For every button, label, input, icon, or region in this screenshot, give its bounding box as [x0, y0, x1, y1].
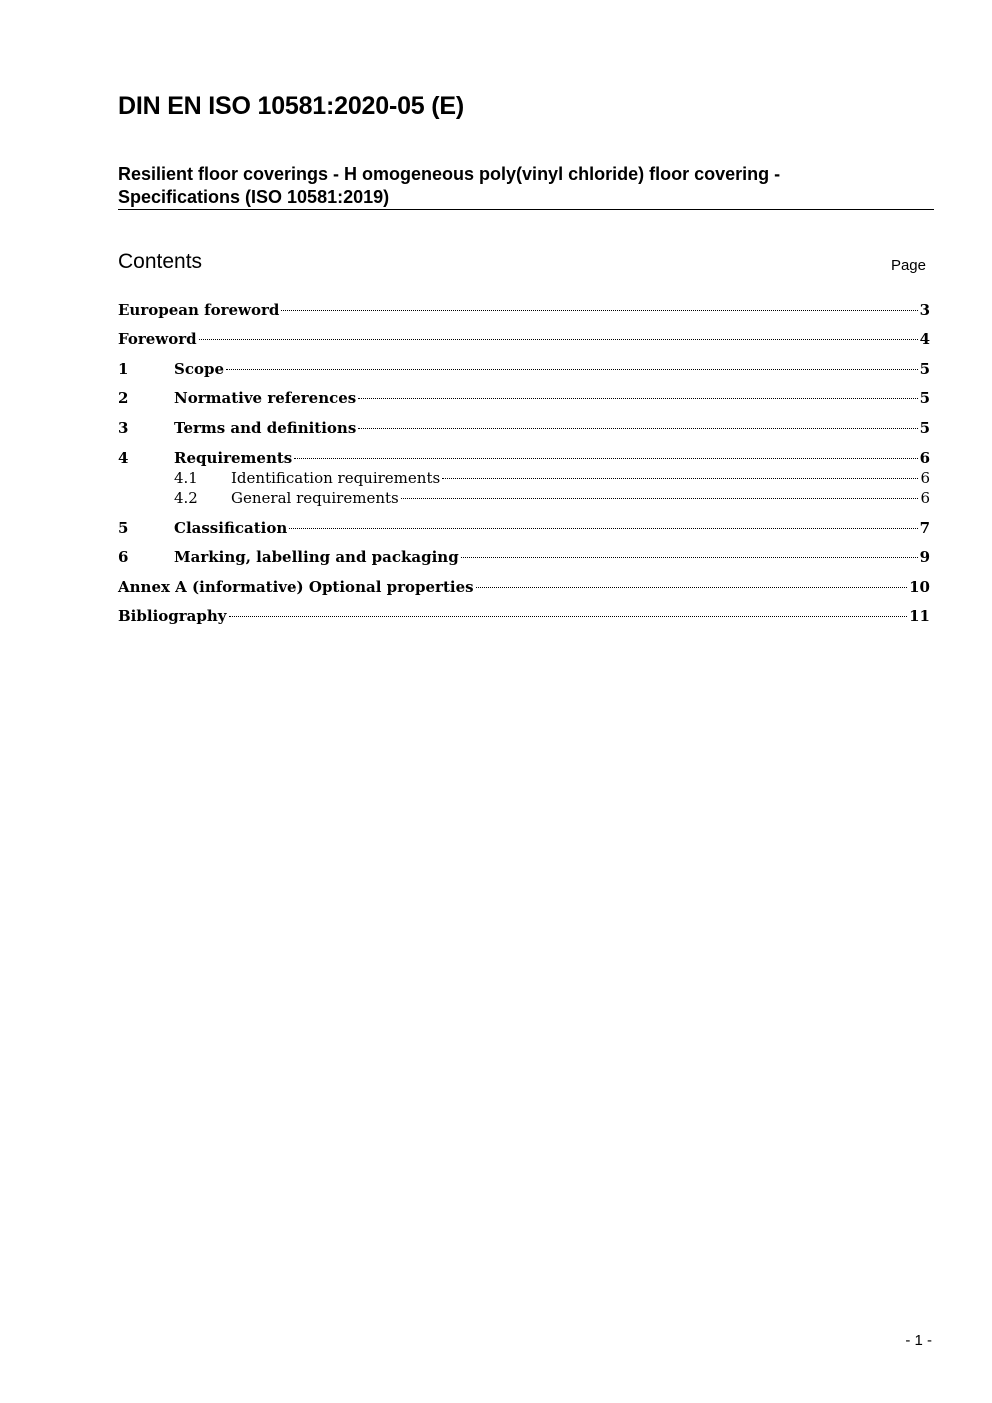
toc-dot-leader [401, 498, 919, 499]
toc-entry-normative-references[interactable] [118, 388, 930, 408]
toc-entry-page: 7 [919, 519, 930, 537]
document-title-line-2: Specifications (ISO 10581:2019) [118, 187, 390, 207]
page-column-label: Page [890, 257, 926, 274]
toc-entry-european-foreword[interactable] [118, 300, 930, 320]
toc-dot-leader [461, 557, 918, 558]
toc-entry-page: 5 [919, 419, 930, 437]
toc-entry-page: 6 [919, 449, 930, 467]
toc-dot-leader [294, 458, 917, 459]
toc-entry-title: General requirements [231, 489, 399, 507]
toc-entry-title: Terms and definitions [174, 419, 357, 437]
toc-entry-number: 1 [118, 360, 129, 378]
toc-entry-number: 4.1 [174, 469, 198, 487]
toc-entry-general-requirements[interactable] [118, 488, 930, 508]
toc-entry-title: Bibliography [118, 607, 227, 625]
toc-entry-title: Annex A (informative) Optional properties [118, 578, 474, 596]
toc-entry-bibliography[interactable] [118, 606, 930, 626]
toc-entry-page: 9 [919, 548, 930, 566]
toc-entry-foreword[interactable] [118, 329, 930, 349]
toc-entry-terms-and-definitions[interactable] [118, 418, 930, 438]
toc-entry-title: Requirements [174, 449, 293, 467]
toc-entry-page: 3 [919, 301, 930, 319]
toc-entry-page: 6 [920, 469, 930, 487]
toc-dot-leader [281, 310, 917, 311]
toc-entry-title: European foreword [118, 301, 280, 319]
toc-entry-title: Marking, labelling and packaging [174, 548, 459, 566]
table-of-contents [118, 298, 930, 626]
title-divider [118, 209, 934, 210]
toc-entry-title: Classification [174, 519, 288, 537]
toc-dot-leader [442, 478, 918, 479]
toc-entry-number: 4.2 [174, 489, 198, 507]
document-title-line-1: Resilient floor coverings - H omogeneous poly(vinyl chloride) floor covering - [118, 164, 781, 184]
toc-dot-leader [229, 616, 908, 617]
toc-dot-leader [289, 528, 917, 529]
toc-entry-page: 11 [909, 607, 930, 625]
toc-entry-page: 10 [909, 578, 930, 596]
toc-entry-title: Normative references [174, 389, 357, 407]
toc-entry-marking-labelling-packaging[interactable] [118, 547, 930, 567]
toc-entry-requirements[interactable] [118, 448, 930, 468]
toc-entry-identification-requirements[interactable] [118, 468, 930, 488]
toc-entry-page: 6 [920, 489, 930, 507]
toc-dot-leader [476, 587, 908, 588]
toc-entry-number: 2 [118, 389, 129, 407]
toc-entry-number: 4 [118, 449, 129, 467]
toc-dot-leader [199, 339, 918, 340]
toc-entry-annex-a[interactable] [118, 577, 930, 597]
toc-entry-page: 5 [919, 389, 930, 407]
toc-entry-title: Foreword [118, 330, 197, 348]
toc-entry-page: 5 [919, 360, 930, 378]
toc-dot-leader [358, 428, 917, 429]
toc-dot-leader [226, 369, 918, 370]
toc-dot-leader [358, 398, 917, 399]
contents-heading: Contents [118, 250, 203, 273]
toc-entry-scope[interactable] [118, 359, 930, 379]
toc-entry-page: 4 [919, 330, 930, 348]
toc-entry-title: Identification requirements [231, 469, 441, 487]
toc-entry-title: Scope [174, 360, 225, 378]
toc-entry-number: 3 [118, 419, 129, 437]
toc-entry-number: 6 [118, 548, 129, 566]
document-title [118, 163, 933, 209]
document-id: DIN EN ISO 10581:2020-05 (E) [118, 92, 464, 120]
toc-entry-number: 5 [118, 519, 129, 537]
toc-entry-classification[interactable] [118, 518, 930, 538]
page-number: - 1 - [905, 1332, 932, 1349]
